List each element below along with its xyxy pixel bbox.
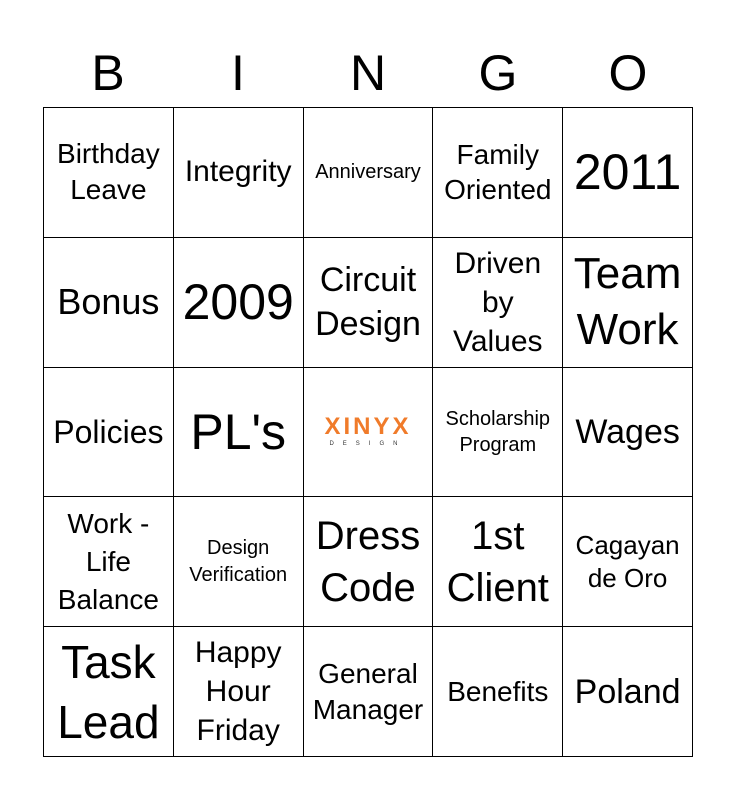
bingo-cell-label: Policies [53, 413, 164, 450]
bingo-cell-label: Design Verification [189, 536, 288, 586]
bingo-cell[interactable] [304, 497, 434, 627]
bingo-cell[interactable] [563, 238, 693, 368]
header-letter-o: O [608, 45, 648, 101]
bingo-cell[interactable] [304, 238, 434, 368]
bingo-cell-label: PL's [190, 403, 287, 460]
bingo-cell[interactable] [304, 108, 434, 238]
bingo-grid [43, 107, 693, 757]
bingo-header [43, 40, 693, 106]
bingo-cell-label: Dress Code [315, 513, 421, 610]
bingo-cell[interactable] [433, 108, 563, 238]
bingo-cell-label: Work - Life Balance [57, 507, 159, 615]
bingo-cell-label: Poland [574, 672, 681, 711]
bingo-cell[interactable] [433, 238, 563, 368]
bingo-cell[interactable] [174, 368, 304, 498]
bingo-cell-label: Anniversary [315, 161, 421, 184]
logo-subtitle: DESIGN [329, 440, 407, 447]
bingo-cell-label: 2011 [573, 144, 682, 201]
logo-wordmark: XINYX [324, 412, 412, 440]
bingo-cell[interactable] [433, 368, 563, 498]
bingo-cell[interactable] [174, 627, 304, 757]
bingo-cell-label: Integrity [184, 155, 292, 189]
bingo-cell[interactable] [44, 627, 174, 757]
bingo-cell[interactable] [44, 238, 174, 368]
bingo-cell[interactable] [433, 497, 563, 627]
bingo-cell[interactable] [44, 497, 174, 627]
bingo-cell[interactable] [563, 108, 693, 238]
bingo-cell-label: Circuit Design [315, 261, 421, 344]
bingo-cell-label: Cagayan de Oro [575, 529, 680, 593]
bingo-cell[interactable] [44, 108, 174, 238]
bingo-cell[interactable] [433, 627, 563, 757]
bingo-cell-label: 2009 [182, 274, 294, 331]
bingo-cell[interactable] [563, 497, 693, 627]
bingo-cell[interactable] [174, 238, 304, 368]
bingo-cell-label: Bonus [57, 281, 160, 323]
bingo-cell[interactable] [563, 627, 693, 757]
bingo-cell-label: Team Work [573, 249, 682, 355]
bingo-cell[interactable] [44, 368, 174, 498]
bingo-cell[interactable] [174, 497, 304, 627]
bingo-cell-label: General Manager [312, 657, 424, 725]
bingo-cell-label: Family Oriented [444, 139, 552, 206]
bingo-cell[interactable] [563, 368, 693, 498]
bingo-cell-free-logo[interactable] [304, 368, 434, 498]
header-letter-b: B [91, 45, 125, 101]
bingo-cell-label: 1st Client [446, 513, 549, 610]
company-logo [324, 412, 412, 448]
bingo-cell-label: Birthday Leave [57, 138, 160, 206]
bingo-cell-label: Scholarship Program [445, 407, 551, 456]
bingo-cell-label: Driven by Values [453, 246, 543, 358]
bingo-cell[interactable] [304, 627, 434, 757]
bingo-cell-label: Task Lead [57, 635, 160, 748]
header-letter-g: G [478, 45, 518, 101]
bingo-cell[interactable] [174, 108, 304, 238]
bingo-cell-label: Benefits [447, 675, 549, 707]
header-letter-i: I [231, 45, 245, 101]
bingo-cell-label: Happy Hour Friday [194, 636, 282, 748]
header-letter-n: N [349, 45, 387, 101]
bingo-cell-label: Wages [575, 412, 680, 451]
